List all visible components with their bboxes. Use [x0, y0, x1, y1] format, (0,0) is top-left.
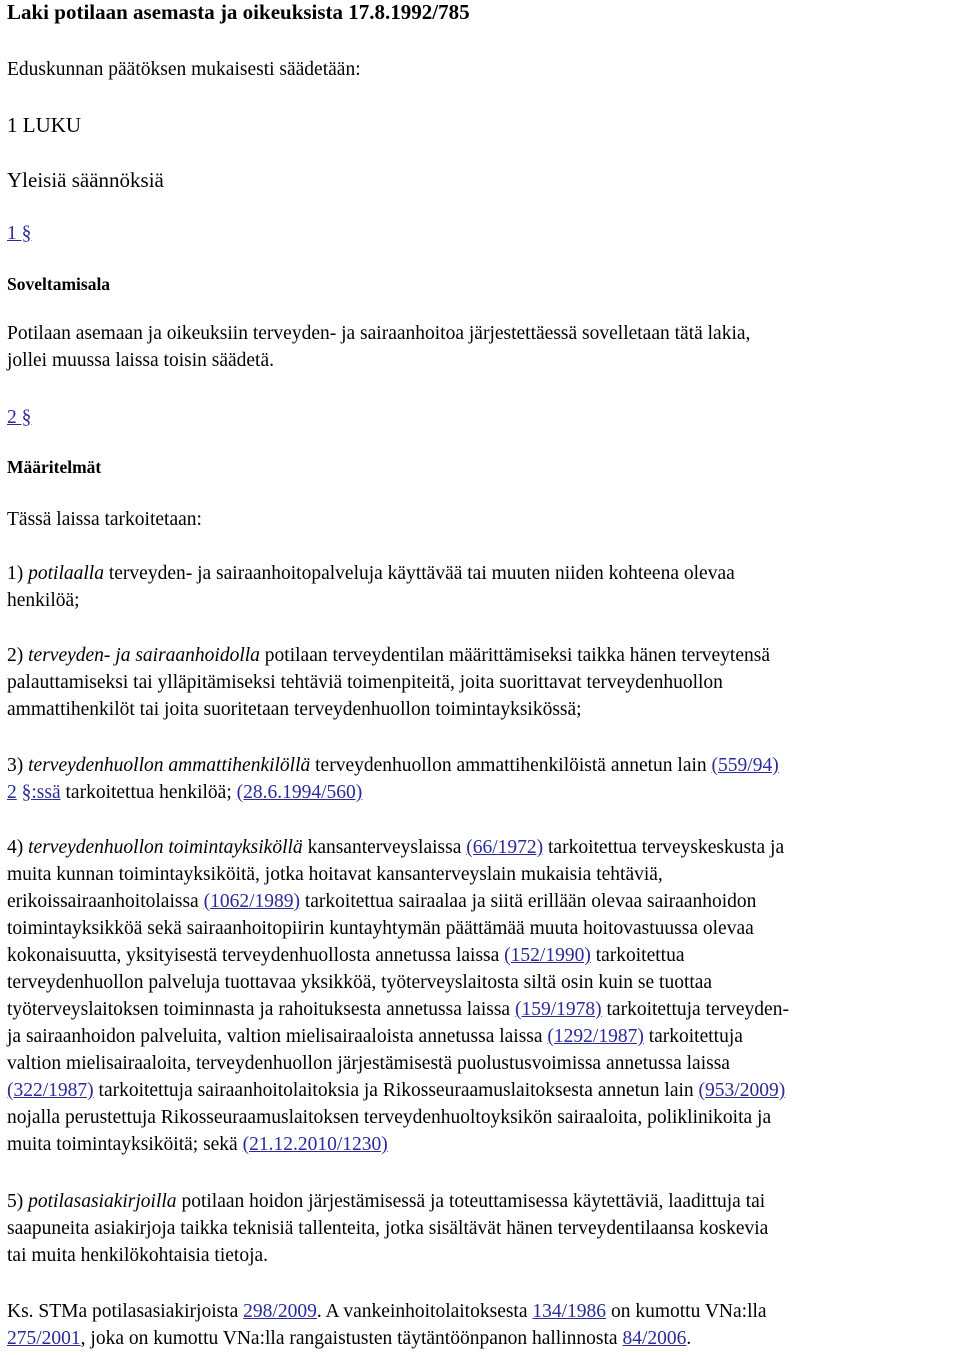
section-2-heading: Määritelmät: [7, 457, 102, 477]
definition-item-3-cont: [7, 781, 362, 805]
section-1-number[interactable]: 1 §: [7, 223, 32, 244]
decree-link[interactable]: 275/2001: [7, 1328, 81, 1349]
definition-item-4-cont: [7, 1133, 388, 1157]
decree-link[interactable]: 134/1986: [532, 1301, 607, 1322]
definition-item-4-cont: [7, 944, 685, 968]
note-text: , joka on kumottu VNa:lla rangaistusten täytäntöönpanon hallinnosta: [80, 1328, 618, 1349]
definition-item-4-cont: muita kunnan toimintayksiköitä, jotka hoitavat kansanterveyslain mukaisia tehtäviä,: [7, 864, 663, 885]
reference-note-cont: [7, 1327, 691, 1351]
law-reference-link[interactable]: (1062/1989): [203, 891, 300, 912]
note-text: on kumottu VNa:lla: [610, 1301, 767, 1322]
enactment-clause: Eduskunnan päätöksen mukaisesti säädetään:: [7, 59, 361, 80]
definition-item-1-cont: henkilöä;: [7, 590, 80, 611]
definition-item-5: [7, 1190, 765, 1214]
item-text: ja sairaanhoidon palveluita, valtion mielisairaaloista annetussa laissa: [7, 1026, 543, 1047]
definition-item-2-cont: ammattihenkilöt tai joita suoritetaan terveydenhuollon toimintayksikössä;: [7, 699, 582, 720]
law-reference-link[interactable]: (953/2009): [698, 1080, 786, 1101]
definition-item-4-cont: [7, 890, 756, 914]
definition-item-5-cont: saapuneita asiakirjoja taikka teknisiä tallenteita, jotka sisältävät hänen terveydentilaansa koskevia: [7, 1218, 769, 1239]
defined-term: terveydenhuollon ammattihenkilöllä: [28, 755, 311, 776]
chapter-number: 1 LUKU: [7, 113, 82, 137]
item-number: 4): [7, 837, 24, 858]
law-reference-link[interactable]: (159/1978): [514, 999, 602, 1020]
defined-term: potilasasiakirjoilla: [28, 1191, 177, 1212]
definition-item-4-cont: [7, 998, 789, 1022]
defined-term: terveydenhuollon toimintayksiköllä: [28, 837, 303, 858]
note-text: Ks. STMa potilasasiakirjoista: [7, 1301, 239, 1322]
item-text: työterveyslaitoksen toiminnasta ja rahoituksesta annetussa laissa: [7, 999, 511, 1020]
law-reference-link[interactable]: (66/1972): [466, 837, 544, 858]
definition-item-3: [7, 754, 779, 778]
defined-term: terveyden- ja sairaanhoidolla: [28, 645, 260, 666]
law-reference-link[interactable]: (152/1990): [504, 945, 591, 966]
item-number: 3): [7, 755, 24, 776]
defined-term: potilaalla: [28, 563, 104, 584]
item-text: potilaan hoidon järjestämisessä ja toteuttamisessa käytettäviä, laadittuja tai: [181, 1191, 766, 1212]
item-text: kansanterveyslaissa: [307, 837, 462, 858]
decree-link[interactable]: 298/2009: [243, 1301, 317, 1322]
definition-item-4-cont: nojalla perustettuja Rikosseuraamuslaitoksen terveydenhuoltoyksikön sairaaloita, poliklinikoita ja: [7, 1107, 772, 1128]
item-number: 5): [7, 1191, 24, 1212]
section-1-text-line: Potilaan asemaan ja oikeuksiin terveyden- ja sairaanhoitoa järjestettäessä sovelletaan tätä lakia,: [7, 323, 751, 344]
item-text: kokonaisuutta, yksityisestä terveydenhuollosta annetussa laissa: [7, 945, 500, 966]
definition-item-2: [7, 644, 770, 668]
section-1-link[interactable]: [7, 222, 31, 246]
item-text: terveyden- ja sairaanhoitopalveluja käyttävää tai muuten niiden kohteena olevaa: [108, 563, 735, 584]
definition-item-4-cont: [7, 1079, 785, 1103]
document-title: Laki potilaan asemasta ja oikeuksista 17.8.1992/785: [7, 0, 470, 24]
section-1-heading: Soveltamisala: [7, 274, 111, 294]
decree-link[interactable]: 84/2006: [622, 1328, 687, 1349]
item-number: 1): [7, 563, 24, 584]
item-text: tarkoitettua terveyskeskusta ja: [548, 837, 785, 858]
item-text: tarkoitettua henkilöä;: [65, 782, 232, 803]
item-text: tarkoitettua sairaalaa ja siitä erillään olevaa sairaanhoidon: [304, 891, 757, 912]
definition-item-2-cont: palauttamiseksi tai ylläpitämiseksi tehtäviä toimenpiteitä, joita suorittavat terveydenhuollon: [7, 672, 723, 693]
amendment-link[interactable]: (21.12.2010/1230): [242, 1134, 388, 1155]
item-text: tarkoitettua: [595, 945, 685, 966]
definition-item-4-cont: terveydenhuollon palveluja tuottavaa yksikköä, työterveyslaitosta siltä osin kuin se tuottaa: [7, 972, 713, 993]
reference-note: [7, 1300, 767, 1324]
law-reference-link[interactable]: (322/1987): [7, 1080, 94, 1101]
item-text: muita toimintayksiköitä; sekä: [7, 1134, 238, 1155]
chapter-title: Yleisiä säännöksiä: [7, 168, 164, 192]
definition-item-5-cont: tai muita henkilökohtaisia tietoja.: [7, 1245, 269, 1266]
note-text: .: [686, 1328, 692, 1349]
section-reference-link[interactable]: §:ssä: [21, 782, 61, 803]
item-text: tarkoitettuja sairaanhoitolaitoksia ja Rikosseuraamuslaitoksesta annetun lain: [98, 1080, 694, 1101]
item-text: erikoissairaanhoitolaissa: [7, 891, 199, 912]
note-text: . A vankeinhoitolaitoksesta: [316, 1301, 528, 1322]
section-2-intro: Tässä laissa tarkoitetaan:: [7, 509, 202, 530]
section-2-number[interactable]: 2 §: [7, 407, 32, 428]
definition-item-1: [7, 562, 735, 586]
item-number: 2): [7, 645, 24, 666]
law-reference-link[interactable]: (559/94): [711, 755, 779, 776]
section-1-text-line: jollei muussa laissa toisin säädetä.: [7, 350, 274, 371]
section-2-link[interactable]: [7, 406, 31, 430]
amendment-link[interactable]: (28.6.1994/560): [236, 782, 363, 803]
definition-item-4: [7, 836, 784, 860]
item-text: tarkoitettuja terveyden-: [606, 999, 789, 1020]
section-reference-link[interactable]: 2: [7, 782, 17, 803]
item-text: tarkoitettuja: [648, 1026, 743, 1047]
definition-item-4-cont: [7, 1025, 743, 1049]
law-reference-link[interactable]: (1292/1987): [547, 1026, 644, 1047]
definition-item-4-cont: valtion mielisairaaloita, terveydenhuollon järjestämisestä puolustusvoimissa annetussa laissa: [7, 1053, 730, 1074]
item-text: terveydenhuollon ammattihenkilöistä annetun lain: [315, 755, 707, 776]
definition-item-4-cont: toimintayksikköä sekä sairaanhoitopiirin kuntayhtymän päättämää muuta hoitovastuussa olevaa: [7, 918, 754, 939]
item-text: potilaan terveydentilan määrittämiseksi taikka hänen terveytensä: [264, 645, 770, 666]
